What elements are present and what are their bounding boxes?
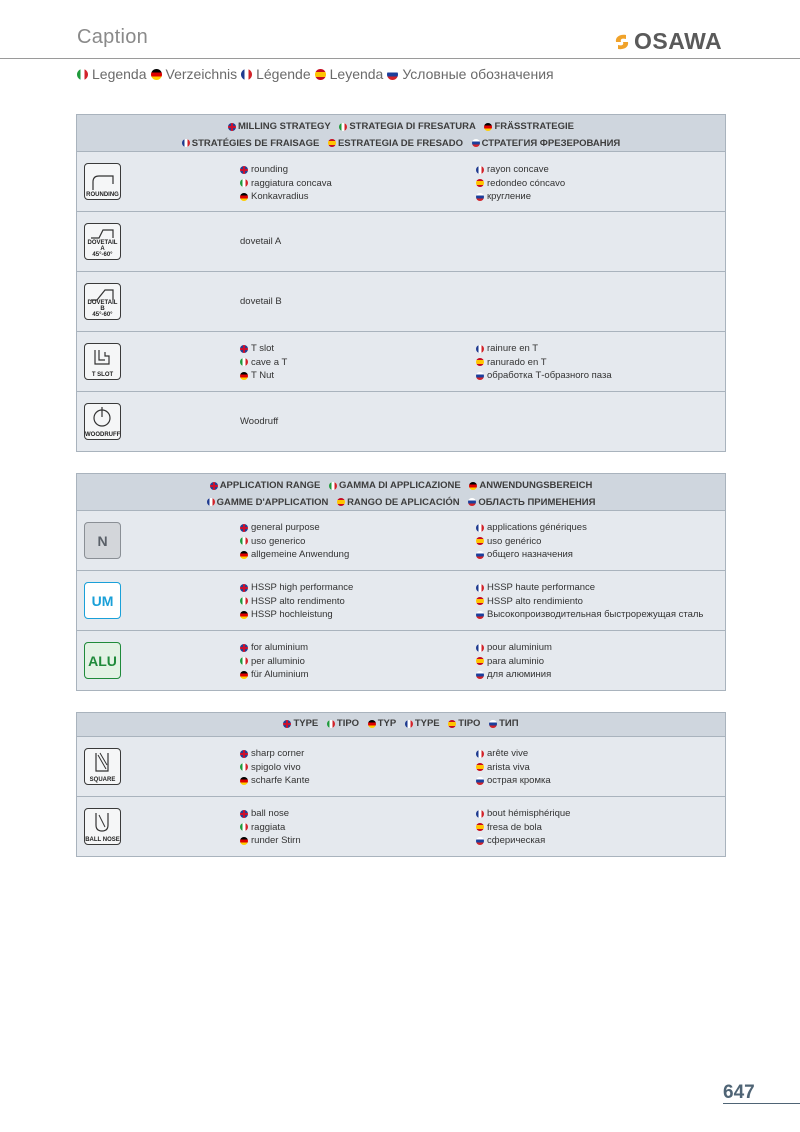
france-flag-icon (476, 584, 484, 592)
woodruff-icon (84, 403, 121, 440)
france-flag-icon (476, 810, 484, 818)
brand-name: OSAWA (634, 28, 723, 54)
milling-strategy-header (77, 115, 725, 152)
icon-label: SQUARE (89, 777, 116, 783)
lang-label-fr: Légende (256, 66, 311, 82)
text-fr: applications génériques (487, 522, 587, 533)
text-de: Konkavradius (251, 191, 309, 202)
list-item (77, 332, 725, 392)
text-ru: обработка Т-образного паза (487, 370, 612, 381)
page-number-rule (723, 1103, 800, 1104)
text-ru: общего назначения (487, 549, 573, 560)
text-de: scharfe Kante (251, 775, 310, 786)
header-label-it: TIPO (336, 718, 360, 729)
germany-flag-icon (240, 193, 248, 201)
russia-flag-icon (476, 777, 484, 785)
text-it: per alluminio (251, 655, 305, 667)
page-number: 647 (723, 1082, 755, 1103)
application-range-header (77, 474, 725, 511)
text-en: general purpose (251, 522, 320, 533)
text-en: rounding (251, 164, 288, 175)
germany-flag-icon (484, 123, 492, 131)
text-it: cave a T (251, 356, 288, 368)
text-es: uso genérico (487, 535, 542, 547)
germany-flag-icon (151, 69, 162, 80)
icon-sublabel: 45°-60° (92, 252, 113, 258)
header-label-fr: STRATÉGIES DE FRAISAGE (191, 137, 320, 149)
germany-flag-icon (240, 611, 248, 619)
lang-label-ru: Условные обозначения (402, 66, 554, 82)
translations-right (476, 747, 551, 788)
language-legend (77, 66, 558, 82)
russia-flag-icon (476, 611, 484, 619)
dovetail-a-icon (84, 223, 121, 260)
uk-flag-icon (240, 750, 248, 758)
translations-left (240, 581, 353, 622)
spain-flag-icon (476, 358, 484, 366)
russia-flag-icon (476, 372, 484, 380)
type-header (77, 713, 725, 737)
uk-flag-icon (240, 810, 248, 818)
osawa-logo-icon (612, 32, 632, 52)
russia-flag-icon (476, 671, 484, 679)
uk-flag-icon (240, 345, 248, 353)
list-item (77, 797, 725, 856)
rounding-icon (84, 163, 121, 200)
russia-flag-icon (476, 193, 484, 201)
france-flag-icon (476, 750, 484, 758)
header-divider (0, 58, 800, 59)
list-item (77, 737, 725, 797)
ball-nose-icon (84, 808, 121, 845)
spain-flag-icon (476, 179, 484, 187)
header-label-en: MILLING STRATEGY (237, 121, 331, 132)
text-fr: HSSP haute performance (487, 582, 596, 593)
text-de: für Aluminium (251, 669, 309, 680)
spain-flag-icon (476, 597, 484, 605)
item-text: dovetail B (240, 296, 282, 307)
milling-strategy-section (76, 114, 726, 452)
header-label-fr: TYPE (414, 718, 440, 729)
spain-flag-icon (476, 657, 484, 665)
header-label-es: RANGO DE APLICACIÓN (347, 496, 460, 508)
uk-flag-icon (240, 584, 248, 592)
russia-flag-icon (468, 498, 476, 506)
translations-left (240, 807, 301, 848)
italy-flag-icon (240, 597, 248, 605)
list-item (77, 571, 725, 631)
germany-flag-icon (240, 837, 248, 845)
header-label-de: ANWENDUNGSBEREICH (479, 480, 593, 491)
icon-sublabel: 45°-60° (92, 312, 113, 318)
text-es: fresa de bola (487, 821, 542, 833)
italy-flag-icon (327, 720, 335, 728)
icon-label: DOVETAIL A (87, 240, 118, 252)
text-en: T slot (251, 343, 275, 354)
text-de: runder Stirn (251, 835, 301, 846)
header-label-en: TYPE (293, 718, 319, 729)
text-fr: pour aluminium (487, 642, 552, 653)
header-label-de: TYP (377, 718, 397, 729)
germany-flag-icon (240, 372, 248, 380)
brand-logo (612, 28, 722, 55)
text-es: ranurado en T (487, 356, 547, 368)
russia-flag-icon (489, 720, 497, 728)
lang-label-de: Verzeichnis (165, 66, 238, 82)
text-it: uso generico (251, 535, 306, 547)
france-flag-icon (476, 166, 484, 174)
russia-flag-icon (472, 139, 480, 147)
uk-flag-icon (240, 644, 248, 652)
text-en: sharp corner (251, 748, 305, 759)
russia-flag-icon (387, 69, 398, 80)
text-en: ball nose (251, 808, 290, 819)
text-it: raggiatura concava (251, 177, 332, 189)
russia-flag-icon (476, 551, 484, 559)
text-es: para aluminio (487, 655, 545, 667)
spain-flag-icon (337, 498, 345, 506)
header-label-ru: ТИП (499, 718, 519, 729)
square-end-mill-icon (84, 748, 121, 785)
uk-flag-icon (240, 166, 248, 174)
text-fr: rayon concave (487, 164, 549, 175)
uk-flag-icon (283, 720, 291, 728)
spain-flag-icon (476, 763, 484, 771)
header-label-de: FRÄSSTRATEGIE (494, 121, 575, 132)
list-item (77, 511, 725, 571)
item-text: dovetail A (240, 236, 282, 247)
header-label-en: APPLICATION RANGE (219, 480, 321, 491)
lang-label-es: Leyenda (329, 66, 384, 82)
spain-flag-icon (315, 69, 326, 80)
text-es: arista viva (487, 761, 530, 773)
france-flag-icon (405, 720, 413, 728)
text-ru: сферическая (487, 835, 546, 846)
italy-flag-icon (339, 123, 347, 131)
list-item (77, 631, 725, 690)
italy-flag-icon (240, 657, 248, 665)
text-de: allgemeine Anwendung (251, 549, 350, 560)
icon-label: T SLOT (91, 372, 114, 378)
text-ru: кругление (487, 191, 532, 202)
germany-flag-icon (368, 720, 376, 728)
germany-flag-icon (240, 551, 248, 559)
translations-right (476, 342, 612, 383)
header-label-it: STRATEGIA DI FRESATURA (349, 121, 476, 132)
italy-flag-icon (77, 69, 88, 80)
text-it: spigolo vivo (251, 761, 301, 773)
general-purpose-badge: N (84, 522, 121, 559)
header-label-it: GAMMA DI APPLICAZIONE (338, 480, 461, 491)
germany-flag-icon (469, 482, 477, 490)
text-fr: bout hémisphérique (487, 808, 571, 819)
text-de: T Nut (251, 370, 275, 381)
france-flag-icon (476, 345, 484, 353)
icon-label: WOODRUFF (85, 432, 121, 438)
spain-flag-icon (448, 720, 456, 728)
translations-right (476, 521, 587, 562)
text-de: HSSP hochleistung (251, 609, 333, 620)
italy-flag-icon (240, 358, 248, 366)
uk-flag-icon (210, 482, 218, 490)
spain-flag-icon (328, 139, 336, 147)
header-label-es: ESTRATEGIA DE FRESADO (337, 137, 464, 149)
text-es: HSSP alto rendimiento (487, 595, 583, 607)
germany-flag-icon (240, 777, 248, 785)
list-item (77, 392, 725, 451)
text-fr: rainure en T (487, 343, 539, 354)
france-flag-icon (182, 139, 190, 147)
italy-flag-icon (240, 179, 248, 187)
page-title: Caption (77, 26, 149, 48)
france-flag-icon (476, 524, 484, 532)
uk-flag-icon (228, 123, 236, 131)
italy-flag-icon (240, 823, 248, 831)
russia-flag-icon (476, 837, 484, 845)
text-ru: для алюминия (487, 669, 552, 680)
translations-right (476, 807, 570, 848)
icon-label: BALL NOSE (85, 837, 120, 843)
text-it: HSSP alto rendimento (251, 595, 345, 607)
text-fr: arête vive (487, 748, 529, 759)
translations-left (240, 641, 309, 682)
translations-left (240, 163, 332, 204)
france-flag-icon (476, 644, 484, 652)
header-label-ru: СТРАТЕГИЯ ФРЕЗЕРОВАНИЯ (481, 137, 621, 149)
header-label-fr: GAMME D'APPLICATION (216, 496, 329, 508)
translations-right (476, 163, 565, 204)
italy-flag-icon (329, 482, 337, 490)
dovetail-b-icon (84, 283, 121, 320)
list-item (77, 152, 725, 212)
icon-label: ROUNDING (86, 192, 119, 198)
spain-flag-icon (476, 537, 484, 545)
hssp-badge: UM (84, 582, 121, 619)
france-flag-icon (241, 69, 252, 80)
germany-flag-icon (240, 671, 248, 679)
text-en: HSSP high performance (251, 582, 354, 593)
text-en: for aluminium (251, 642, 309, 653)
header-label-es: TIPO (458, 718, 481, 729)
icon-label: DOVETAIL B (87, 300, 118, 312)
list-item (77, 212, 725, 272)
translations-right (476, 581, 703, 622)
italy-flag-icon (240, 537, 248, 545)
lang-label-it: Legenda (92, 66, 147, 82)
header-label-ru: ОБЛАСТЬ ПРИМЕНЕНИЯ (478, 496, 596, 508)
list-item (77, 272, 725, 332)
text-es: redondeo cóncavo (487, 177, 566, 189)
text-ru: острая кромка (487, 775, 551, 786)
translations-left (240, 747, 310, 788)
spain-flag-icon (476, 823, 484, 831)
uk-flag-icon (240, 524, 248, 532)
item-text: Woodruff (240, 416, 279, 427)
italy-flag-icon (240, 763, 248, 771)
text-it: raggiata (251, 821, 286, 833)
t-slot-icon (84, 343, 121, 380)
translations-left (240, 521, 349, 562)
translations-right (476, 641, 552, 682)
type-section (76, 712, 726, 857)
translations-left (240, 342, 287, 383)
france-flag-icon (207, 498, 215, 506)
application-range-section (76, 473, 726, 691)
text-ru: Высокопроизводительная быстрорежущая сталь (487, 609, 704, 620)
aluminium-badge: ALU (84, 642, 121, 679)
